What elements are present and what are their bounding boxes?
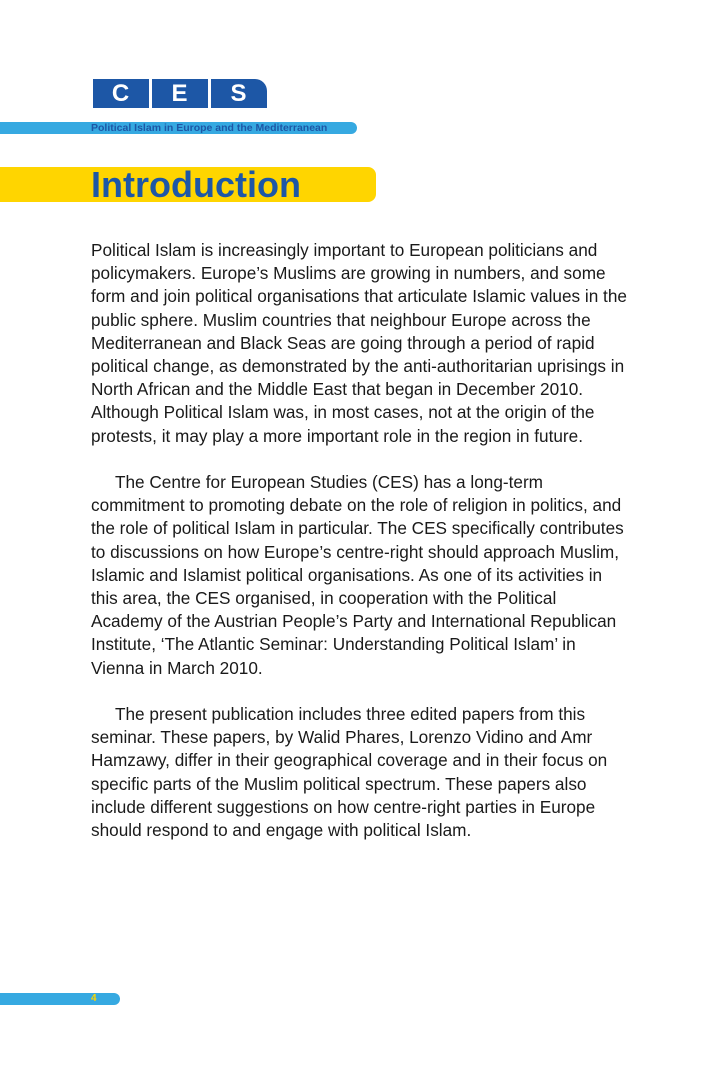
logo-letter-c: C xyxy=(93,79,149,108)
logo-letter-e: E xyxy=(152,79,208,108)
paragraph-2: The Centre for European Studies (CES) has a long-term commitment to promoting debate on the role of religion in politics, and the role of political Islam in particular. The CES specifically contributes to discussions on how Europe’s centre-right should approach Muslim, Islamic and Islamist political organisations. As one of its activities in this area, the CES organised, in cooperation with the Political Academy of the Austrian People’s Party and International Republican Institute, ‘The Atlantic Seminar: Understanding Political Islam’ in Vienna in March 2010. xyxy=(91,472,624,678)
paragraph-1: Political Islam is increasingly important to European politicians and policymakers. Europe’s Muslims are growing in numbers, and some form and join political organisations that articulate Islamic values in the public sphere. Muslim countries that neighbour Europe across the Mediterranean and Black Seas are going through a period of rapid political change, as demonstrated by the anti-authoritarian uprisings in North African and the Middle East that began in December 2010. Although Political Islam was, in most cases, not at the origin of the protests, it may play a more important role in the region in future. xyxy=(91,240,627,446)
page-number: 4 xyxy=(91,993,97,1004)
series-title: Political Islam in Europe and the Mediterranean xyxy=(91,122,328,134)
paragraph-3: The present publication includes three edited papers from this seminar. These papers, by Walid Phares, Lorenzo Vidino and Amr Hamzawy, differ in their geographical coverage and in their focus on specific parts of the Muslim political spectrum. These papers also include different suggestions on how centre-right parties in Europe should respond to and engage with political Islam. xyxy=(91,704,608,841)
body-text xyxy=(91,239,631,865)
ces-logo xyxy=(93,79,267,108)
logo-letter-s: S xyxy=(211,79,267,108)
footer-blue-strip xyxy=(0,993,120,1005)
page-title: Introduction xyxy=(91,164,301,205)
